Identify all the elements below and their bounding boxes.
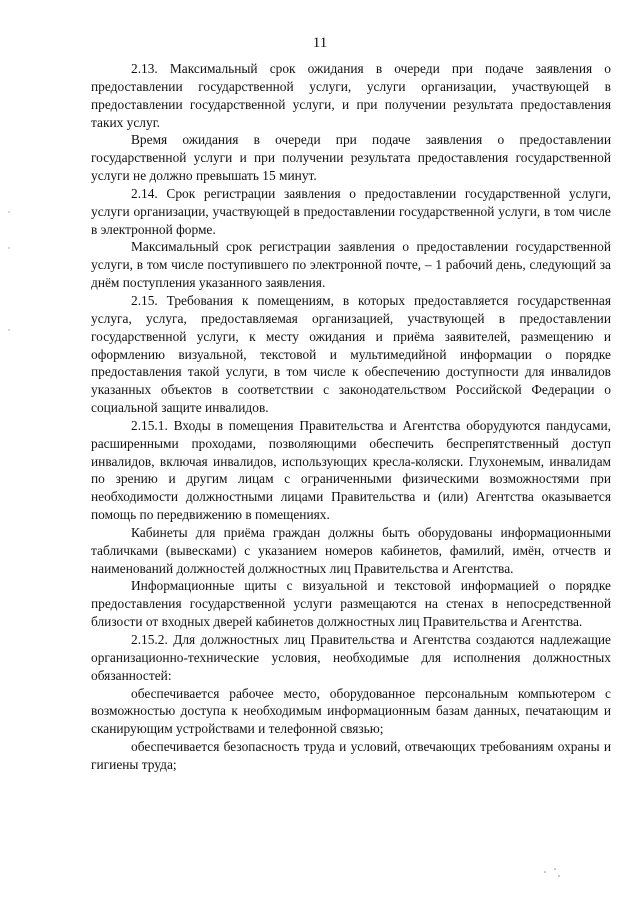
paragraph: обеспечивается безопасность труда и условий, отвечающих требованиям охраны и гигиены труда;: [91, 739, 611, 772]
page-number: 11: [312, 35, 328, 51]
paragraph: Максимальный срок регистрации заявления о предоставлении государственной услуги, в том числе поступившего по электронной почте, – 1 рабочий день, следующий за днём поступления указанного заявления.: [91, 239, 611, 291]
paragraph: Кабинеты для приёма граждан должны быть оборудованы информационными табличками (вывесками) с указанием номеров кабинетов, фамилий, имён, отчеств и наименований должностей должностных лиц Правительства и Агентства.: [91, 524, 611, 576]
paragraph: 2.13. Максимальный срок ожидания в очереди при подаче заявления о предоставлении государственной услуги, услуги организации, участвующей в предоставлении государственной услуги, и при получении результата предоставления таких услуг.: [91, 61, 611, 130]
paragraph: Время ожидания в очереди при подаче заявления о предоставлении государственной услуги и при получении результата предоставления государственной услуги не должно превышать 15 минут.: [91, 132, 611, 184]
paragraph: обеспечивается рабочее место, оборудованное персональным компьютером с возможностью доступа к необходимым информационным базам данных, печатающим и сканирующим устройствами и телефонной связью;: [91, 685, 611, 737]
paragraph: 2.15.1. Входы в помещения Правительства и Агентства оборудуются пандусами, расширенными проходами, позволяющими обеспечить беспрепятственный доступ инвалидов, включая инвалидов, использующих кресла-коляски. Глухонемым, инвалидам по зрению и другим лицам с ограниченными физическими возможностями при необходимости должностными лицами Правительства и (или) Агентства оказывается помощь по передвижению в помещениях.: [91, 417, 611, 523]
paragraph: 2.15. Требования к помещениям, в которых предоставляется государственная услуга, услуга, предоставляемая организацией, участвующей в предоставлении государственной услуги, к месту ожидания и приёма заявителей, размещению и оформлению визуальной, текстовой и мультимедийной информации о порядке предоставления такой услуги, в том числе к обеспечению доступности для инвалидов указанных объектов в соответствии с законодательством Российской Федерации о социальной защите инвалидов.: [91, 292, 611, 416]
paragraph: 2.14. Срок регистрации заявления о предоставлении государственной услуги, услуги организации, участвующей в предоставлении государственной услуги, в том числе в электронной форме.: [91, 185, 611, 237]
paragraph: 2.15.2. Для должностных лиц Правительства и Агентства создаются надлежащие организационно-технические условия, необходимые для исполнения должностных обязанностей:: [91, 632, 611, 683]
paragraph: Информационные щиты с визуальной и текстовой информацией о порядке предоставления государственной услуги размещаются на стенах в непосредственной близости от входных дверей кабинетов должностных лиц Правительства и Агентства.: [91, 578, 611, 630]
